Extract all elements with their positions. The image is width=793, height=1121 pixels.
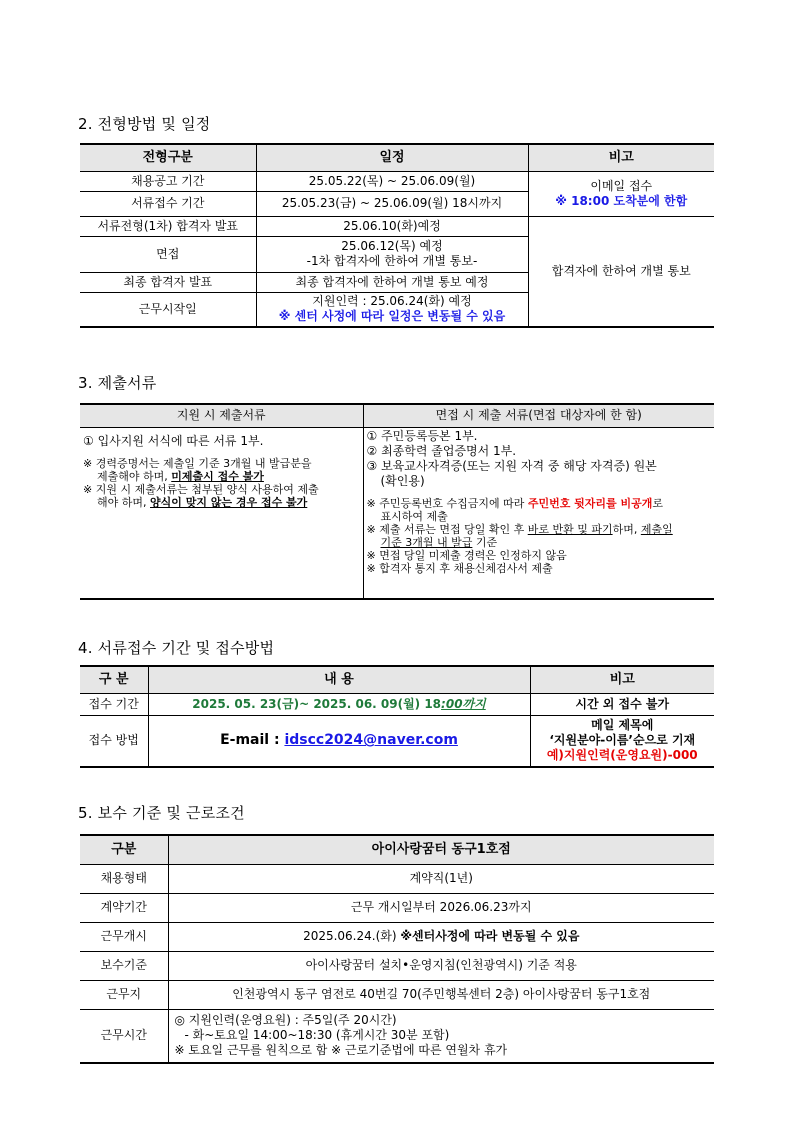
schedule-header-note: 비고 xyxy=(528,144,714,171)
apply-note-1-emph: 미제출시 접수 불가 xyxy=(171,469,264,483)
interview-note-1-a: ※ 주민등록번호 수집금지에 따라 주민번호 뒷자리를 비공개로 xyxy=(366,496,664,510)
docs-header-apply: 지원 시 제출서류 xyxy=(80,404,363,427)
cond-label-location: 근무지 xyxy=(80,980,168,1009)
note-email-line2: ※ 18:00 도착분에 한함 xyxy=(555,193,688,208)
apply-note-1-a: ※ 경력증명서는 제출일 기준 3개월 내 발급분을 xyxy=(83,456,312,470)
row-label-posting: 채용공고 기간 xyxy=(80,171,256,191)
interview-note: -1차 합격자에 한하여 개별 통보- xyxy=(306,254,478,268)
cond-header-value: 아이사랑꿈터 동구1호점 xyxy=(168,835,714,864)
cond-label-start: 근무개시 xyxy=(80,922,168,951)
start-note: ※ 센터 사정에 따라 일정은 변동될 수 있음 xyxy=(278,309,506,324)
row-date-posting: 25.05.22(목) ~ 25.06.09(월) xyxy=(256,171,528,191)
cond-label-pay: 보수기준 xyxy=(80,951,168,980)
apply-note-2-b: 해야 하며, 양식이 맞지 않는 경우 접수 불가 xyxy=(97,495,308,509)
row-date-final-result: 최종 합격자에 한하여 개별 통보 예정 xyxy=(256,272,528,292)
apply-note-1-b: 제출해야 하며, 미제출시 접수 불가 xyxy=(97,469,264,483)
cond-label-hours: 근무시간 xyxy=(80,1009,168,1063)
documents-table xyxy=(80,403,714,600)
note-individual: 합격자에 한하여 개별 통보 xyxy=(528,216,714,327)
method-note: 메일 제목에 ‘지원분야-이름’순으로 기재 예)지원인력(운영요원)-000 xyxy=(530,715,714,767)
apply-item-1: ① 입사지원 서식에 따른 서류 1부. xyxy=(83,433,264,448)
interview-note-1-b: 표시하여 제출 xyxy=(380,509,448,523)
apply-note-2-emph: 양식이 맞지 않는 경우 접수 불가 xyxy=(150,495,308,509)
interview-note-3: ※ 면접 당일 미제출 경력은 인정하지 않음 xyxy=(366,548,567,562)
method-value: E-mail : idscc2024@naver.com xyxy=(148,715,530,767)
row-label-first-result: 서류전형(1차) 합격자 발표 xyxy=(80,216,256,236)
row-label-interview: 면접 xyxy=(80,236,256,272)
period-note: 시간 외 접수 불가 xyxy=(530,693,714,715)
period-label: 접수 기간 xyxy=(80,693,148,715)
schedule-header-date: 일정 xyxy=(256,144,528,171)
docs-interview-list xyxy=(363,427,714,599)
interview-item-3-a: ③ 보육교사자격증(또는 지원 자격 중 해당 자격증) 원본 xyxy=(366,458,657,473)
app-header-category: 구 분 xyxy=(80,666,148,693)
cond-value-start: 2025.06.24.(화) ※센터사정에 따라 변동될 수 있음 xyxy=(168,922,714,951)
interview-date: 25.06.12(목) 예정 xyxy=(341,239,443,253)
docs-header-interview: 면접 시 제출 서류(면접 대상자에 한 함) xyxy=(363,404,714,427)
interview-item-2: ② 최종학력 졸업증명서 1부. xyxy=(366,443,517,458)
start-date: 지원인력 : 25.06.24(화) 예정 xyxy=(312,294,472,309)
interview-note-2-a: ※ 제출 서류는 면접 당일 확인 후 바로 반환 및 파기하며, 제출일 xyxy=(366,522,673,536)
email-link[interactable]: idscc2024@naver.com xyxy=(284,732,458,749)
row-label-start: 근무시작일 xyxy=(80,292,256,327)
section-4-title: 4. 서류접수 기간 및 접수방법 xyxy=(78,639,275,657)
cond-label-period: 계약기간 xyxy=(80,893,168,922)
cond-header-label: 구분 xyxy=(80,835,168,864)
row-label-final-result: 최종 합격자 발표 xyxy=(80,272,256,292)
cond-value-pay: 아이사랑꿈터 설치•운영지침(인천광역시) 기준 적용 xyxy=(168,951,714,980)
apply-note-2-a: ※ 지원 시 제출서류는 첨부된 양식 사용하여 제출 xyxy=(83,482,319,496)
note-email-line1: 이메일 접수 xyxy=(590,178,653,193)
docs-apply-list xyxy=(80,427,363,599)
row-label-submission: 서류접수 기간 xyxy=(80,191,256,216)
note-email xyxy=(528,171,714,216)
cond-value-type: 계약직(1년) xyxy=(168,864,714,893)
section-2-title: 2. 전형방법 및 일정 xyxy=(78,115,211,133)
method-label: 접수 방법 xyxy=(80,715,148,767)
row-date-start xyxy=(256,292,528,327)
cond-value-location: 인천광역시 동구 염전로 40번길 70(주민행복센터 2층) 아이사랑꿈터 동구1호점 xyxy=(168,980,714,1009)
interview-note-1-red: 주민번호 뒷자리를 비공개 xyxy=(527,496,653,510)
interview-note-2-b: 기준 3개월 내 발급 기준 xyxy=(380,535,498,549)
interview-item-3-b: (확인용) xyxy=(380,473,425,488)
schedule-header-type: 전형구분 xyxy=(80,144,256,171)
cond-value-period: 근무 개시일부터 2026.06.23까지 xyxy=(168,893,714,922)
cond-value-hours: ◎ 지원인력(운영요원) : 주5일(주 20시간) - 화~토요일 14:00~18:30 (휴게시간 30분 포함) ※ 토요일 근무를 원칙으로 함 ※ 근로기준법에 따른 연월차 휴가 xyxy=(168,1009,714,1063)
row-date-submission: 25.05.23(금) ~ 25.06.09(월) 18시까지 xyxy=(256,191,528,216)
section-5-title: 5. 보수 기준 및 근로조건 xyxy=(78,804,245,822)
conditions-table xyxy=(80,834,714,1064)
app-header-content: 내 용 xyxy=(148,666,530,693)
app-header-note: 비고 xyxy=(530,666,714,693)
period-value: 2025. 05. 23(금)~ 2025. 06. 09(월) 18:00까지 xyxy=(148,693,530,715)
row-date-first-result: 25.06.10(화)예정 xyxy=(256,216,528,236)
cond-label-type: 채용형태 xyxy=(80,864,168,893)
row-date-interview xyxy=(256,236,528,272)
application-table xyxy=(80,665,714,768)
interview-note-4: ※ 합격자 통지 후 채용신체검사서 제출 xyxy=(366,561,553,575)
interview-item-1: ① 주민등록등본 1부. xyxy=(366,428,478,443)
section-3-title: 3. 제출서류 xyxy=(78,374,157,392)
schedule-table xyxy=(80,143,714,328)
